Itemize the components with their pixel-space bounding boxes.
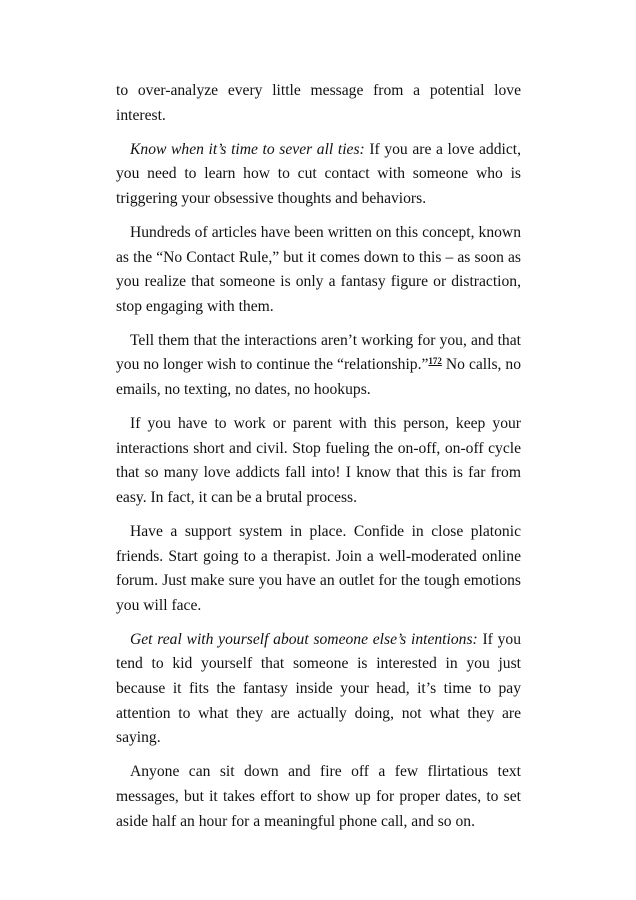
paragraph-support-system bbox=[116, 520, 521, 618]
paragraph-get-real bbox=[116, 628, 521, 751]
paragraph-italic-lead: Get real with yourself about someone else’s intentions: bbox=[130, 630, 478, 648]
paragraph-text: to over-analyze every little message from a potential love interest. bbox=[116, 82, 521, 124]
paragraph-text: If you tend to kid yourself that someone is interested in you just because it fits the fantasy inside your head, it’s time to pay attention to what they are actually doing, not what they are saying. bbox=[116, 630, 521, 747]
paragraph-tell-them bbox=[116, 329, 521, 403]
paragraph-no-contact-rule bbox=[116, 221, 521, 319]
paragraph-text: If you are a love addict, you need to learn how to cut contact with someone who is triggering your obsessive thoughts and behaviors. bbox=[116, 140, 521, 207]
paragraph-sever-ties bbox=[116, 138, 521, 212]
paragraph-text: Anyone can sit down and fire off a few flirtatious text messages, but it takes effort to show up for proper dates, to set aside half an hour for a meaningful phone call, and so on. bbox=[116, 763, 521, 830]
paragraph-text: Hundreds of articles have been written on this concept, known as the “No Contact Rule,” but it comes down to this – as soon as you realize that someone is only a fantasy figure or distraction, stop engaging with them. bbox=[116, 223, 521, 315]
paragraph-text: Have a support system in place. Confide in close platonic friends. Start going to a therapist. Join a well-moderated online forum. Just make sure you have an outlet for the tough emotions you will face. bbox=[116, 523, 521, 614]
paragraph-italic-lead: Know when it’s time to sever all ties: bbox=[130, 140, 365, 158]
paragraph-anyone-can bbox=[116, 760, 521, 834]
document-page bbox=[116, 79, 521, 844]
paragraph-text: No calls, no emails, no texting, no dates, no hookups. bbox=[116, 356, 522, 399]
paragraph-text: Tell them that the interactions aren’t working for you, and that you no longer wish to continue the “relationship.” bbox=[116, 331, 521, 374]
paragraph-continued bbox=[116, 79, 521, 128]
footnote-link[interactable]: 172 bbox=[428, 356, 442, 367]
paragraph-text: If you have to work or parent with this person, keep your interactions short and civil. Stop fueling the on-off, on-off cycle that so many love addicts fall into! I know that this is far from easy. In fact, it can be a brutal process. bbox=[116, 415, 521, 506]
paragraph-work-or-parent bbox=[116, 412, 521, 510]
